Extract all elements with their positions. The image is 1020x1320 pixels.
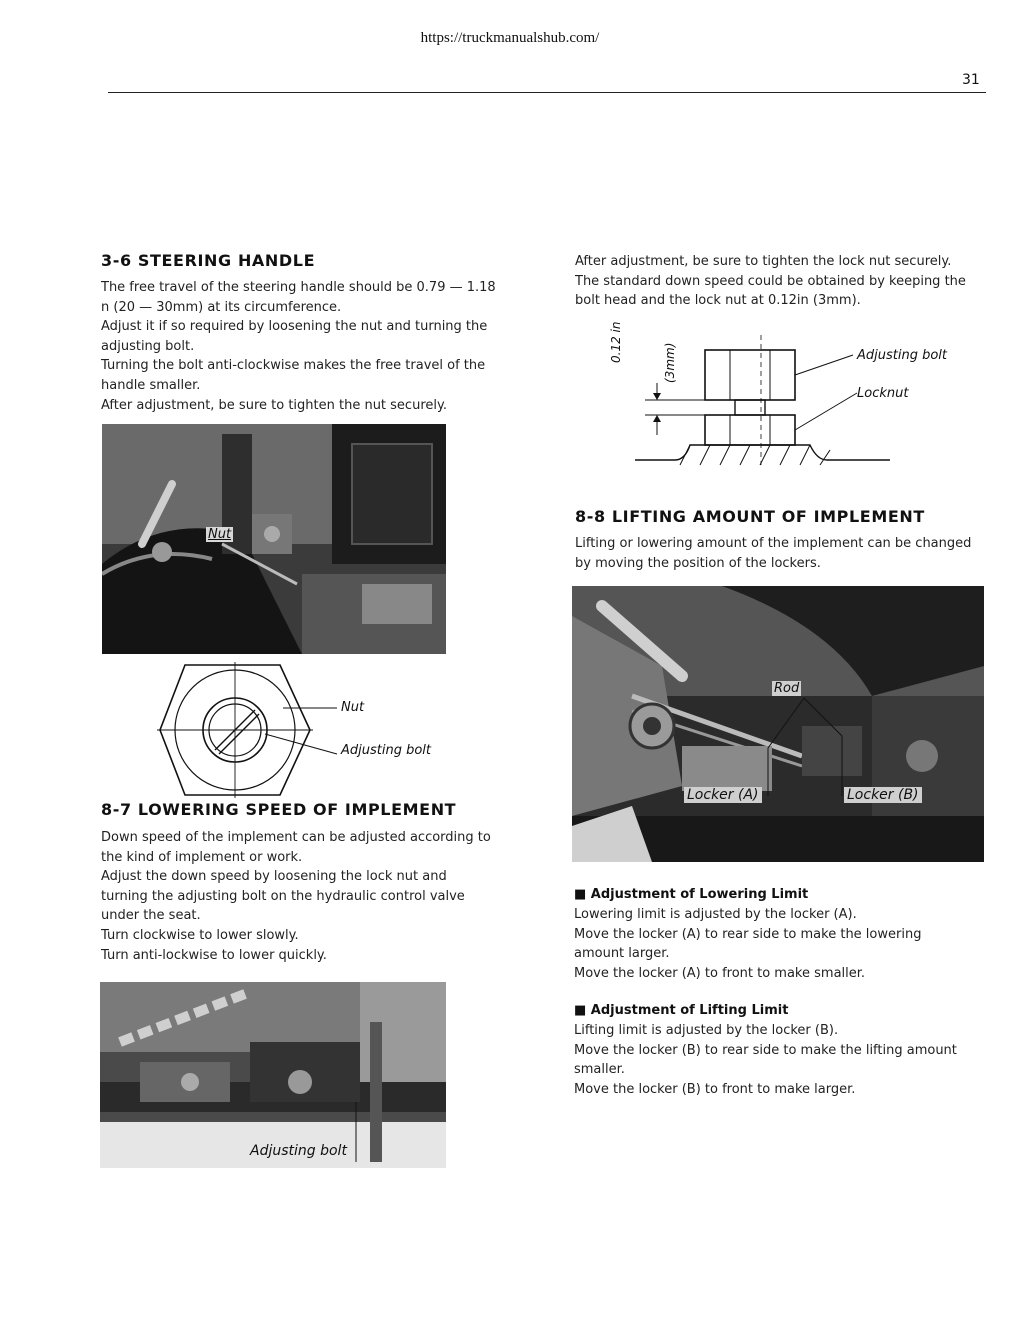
diagram-label-locknut: Locknut [857, 386, 909, 401]
subtitle-lowering-limit: ■ Adjustment of Lowering Limit [574, 887, 809, 902]
text-line: adjusting bolt. [101, 338, 195, 354]
text-line: The standard down speed could be obtained by keeping the [575, 273, 966, 289]
text-line: Turning the bolt anti-clockwise makes the free travel of the [101, 358, 486, 374]
steering-handle-text [101, 278, 511, 415]
text-line: Down speed of the implement can be adjusted according to [101, 830, 491, 845]
page-number: 31 [962, 72, 980, 88]
text-line: Turn anti-lockwise to lower quickly. [101, 947, 327, 963]
diagram-label-adjusting-bolt: Adjusting bolt [341, 743, 432, 758]
text-line: under the seat. [101, 908, 201, 924]
dimension-mm: (3mm) [663, 342, 677, 383]
diagram-label-adjusting-bolt-side: Adjusting bolt [857, 348, 948, 363]
text-line: Adjust it if so required by loosening the nut and turning the [101, 319, 488, 335]
lowering-limit-text [574, 905, 989, 983]
lifting-limit-text [574, 1021, 989, 1099]
subtitle-lifting-limit: ■ Adjustment of Lifting Limit [574, 1003, 789, 1018]
locknut-gap-diagram [609, 321, 965, 470]
text-line: Adjust the down speed by loosening the lock nut and [101, 869, 447, 885]
text-line: the kind of implement or work. [101, 849, 303, 865]
text-line: n (20 — 30mm) at its circumference. [101, 299, 342, 315]
lockers-photo [572, 586, 984, 862]
lowering-speed-text [101, 828, 511, 965]
photo-label-rod: Rod [774, 681, 800, 696]
hydraulic-valve-photo [100, 982, 446, 1168]
dimension-inches: 0.12 in [609, 321, 623, 363]
diagram-label-nut: Nut [341, 700, 365, 715]
text-line: bolt head and the lock nut at 0.12in (3mm). [575, 293, 861, 309]
section-title-steering-handle: 3-6 STEERING HANDLE [101, 251, 316, 270]
text-line: Move the locker (A) to front to make smaller. [574, 965, 866, 981]
text-line: Lifting limit is adjusted by the locker (B). [574, 1023, 839, 1038]
photo-label-adjusting-bolt: Adjusting bolt [250, 1143, 347, 1159]
text-line: Turn clockwise to lower slowly. [101, 927, 299, 943]
text-line: Move the locker (B) to front to make larger. [574, 1081, 856, 1097]
source-url: https://truckmanualshub.com/ [420, 30, 600, 46]
text-line: Move the locker (A) to rear side to make the lowering [574, 926, 922, 942]
lifting-amount-text [575, 534, 990, 573]
text-line: Move the locker (B) to rear side to make the lifting amount [574, 1042, 957, 1058]
photo-label-locker-a: Locker (A) [684, 787, 762, 803]
photo-label-locker-b: Locker (B) [844, 787, 922, 803]
section-title-lifting-amount: 8-8 LIFTING AMOUNT OF IMPLEMENT [575, 507, 925, 526]
photo-label-nut: Nut [208, 527, 232, 542]
text-line: by moving the position of the lockers. [575, 555, 821, 571]
nut-bolt-diagram [155, 660, 455, 800]
text-line: handle smaller. [101, 377, 201, 393]
text-line: The free travel of the steering handle should be 0.79 — 1.18 [101, 280, 496, 295]
header-rule [108, 92, 986, 93]
text-line: turning the adjusting bolt on the hydraulic control valve [101, 888, 465, 904]
text-line: Lifting or lowering amount of the implement can be changed [575, 536, 972, 551]
steering-nut-photo [102, 424, 446, 654]
text-line: After adjustment, be sure to tighten the lock nut securely. [575, 254, 952, 269]
text-line: smaller. [574, 1062, 625, 1078]
lock-nut-text [575, 252, 990, 311]
text-line: Lowering limit is adjusted by the locker (A). [574, 907, 857, 922]
text-line: amount larger. [574, 946, 670, 962]
text-line: After adjustment, be sure to tighten the nut securely. [101, 397, 447, 413]
section-title-lowering-speed: 8-7 LOWERING SPEED OF IMPLEMENT [101, 800, 457, 819]
